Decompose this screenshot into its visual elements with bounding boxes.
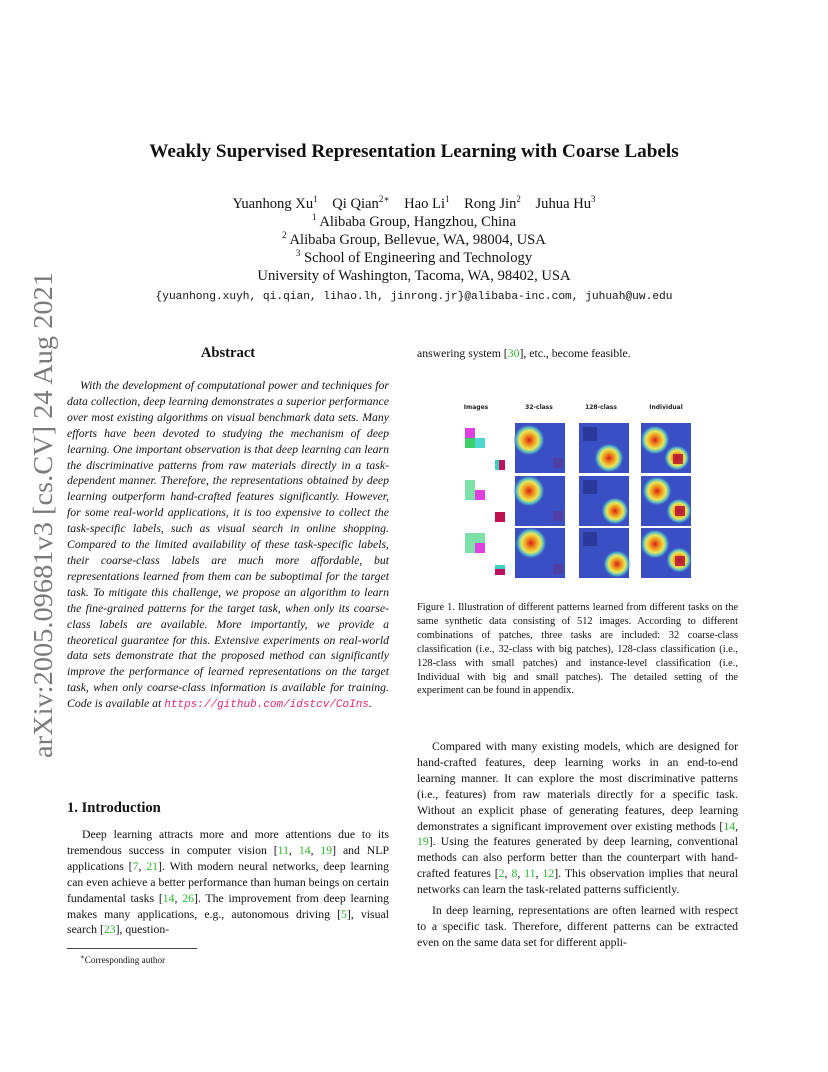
citation-link[interactable]: 11 bbox=[524, 867, 536, 881]
figure-header-128-class: 128-class bbox=[585, 404, 617, 411]
affiliation-2: $^2$ Alibaba Group, Bellevue, WA, 98004, USA bbox=[282, 230, 546, 248]
author-names bbox=[0, 195, 828, 213]
author-block bbox=[0, 195, 828, 306]
author: Qi Qian$^{2∗}$ bbox=[332, 194, 390, 212]
abstract-text: With the development of computational power and techniques for data collection, deep learning demonstrates a superior performance over most existing algorithms on visual benchmark data sets. Many efforts have been devoted to studying the mechanism of deep learning. One important observation is that deep learning can learn the discriminative patterns from raw materials directly in a task-dependent manner. Therefore, the representations obtained by deep learning outperform hand-crafted features significantly. However, for some real-world applications, it is too expensive to collect the task-specific labels, such as visual search in online shopping. Compared to the limited availability of these task-specific labels, their coarse-class labels are much more affordable, but representations learned from them can be suboptimal for the target task. To mitigate this challenge, we propose an algorithm to learn the fine-grained patterns for the target task, when only its coarse-class labels are available. More importantly, we provide a theoretical guarantee for this. Extensive experiments on real-world data sets demonstrate that the proposed method can significantly improve the performance of learned representations on the target task, when only coarse-class information is available for training. Code is available at https://github.com/idstcv/CoIns. bbox=[67, 379, 389, 712]
footnote: ∗Corresponding author bbox=[80, 953, 166, 965]
figure-1 bbox=[455, 398, 710, 583]
citation-link[interactable]: 19 bbox=[320, 843, 333, 857]
citation-link[interactable]: 14 bbox=[162, 891, 175, 905]
citation-link[interactable]: 8 bbox=[511, 867, 518, 881]
figure-header-individual: Individual bbox=[649, 404, 683, 411]
arxiv-stamp-text: arXiv:2005.09681v3 [cs.CV] 24 Aug 2021 bbox=[28, 296, 58, 758]
author: Hao Li$^1$ bbox=[404, 194, 450, 212]
author: Yuanhong Xu$^1$ bbox=[232, 194, 318, 212]
figure-row-3 bbox=[465, 527, 692, 578]
arxiv-stamp bbox=[8, 270, 68, 760]
citation-link[interactable]: 12 bbox=[542, 867, 555, 881]
citation-link[interactable]: 14 bbox=[723, 819, 736, 833]
citation-link[interactable]: 2 bbox=[498, 867, 505, 881]
paper-title: Weakly Supervised Representation Learning with Coarse Labels bbox=[149, 141, 679, 162]
citation-link[interactable]: 23 bbox=[103, 923, 116, 937]
citation-link[interactable]: 7 bbox=[132, 859, 139, 873]
citation-link[interactable]: 19 bbox=[417, 835, 429, 849]
figure-1-caption: Figure 1. Illustration of different patterns learned from different tasks on the same synthetic data consisting of 512 images. According to different combinations of patches, three tasks are included: 32 coarse-class classification (i.e., 32-class with big patches), 128-class classification (i.e., 128-class with small patches) and instance-level classification (i.e., Individual with big and small patches). The detailed setting of the experiment can be found in appendix. bbox=[417, 602, 738, 697]
citation-link[interactable]: 5 bbox=[341, 907, 347, 921]
abstract-heading: Abstract bbox=[200, 345, 256, 361]
section-heading-introduction: 1. Introduction bbox=[67, 800, 161, 816]
paragraph: Compared with many existing models, which are designed for hand-crafted features, deep learning works in an end-to-end learning manner. It can explore the most discriminative patterns (i.e., features) from raw materials directly for a specific task. Without an explicit phase of generating features, deep learning demonstrates a significant improvement over existing methods [14, 19]. Using the features generated by deep learning, conventional methods can also perform better than the counterpart with hand-crafted features [2, 8, 11, 12]. This observation implies that neural networks can learn the task-related patterns sufficiently. bbox=[417, 740, 739, 897]
introduction-paragraph: Deep learning attracts more and more attentions due to its tremendous success in computer vision [11, 14, 19] and NLP applications [7, 21]. With modern neural networks, deep learning can even achieve a better performance than human beings on certain fundamental tasks [14, 26]. The improvement from deep learning makes many applications, e.g., autonomous driving [5], visual search [23], question- bbox=[67, 828, 390, 937]
author: Rong Jin$^2$ bbox=[464, 194, 521, 212]
figure-1-graphic bbox=[455, 398, 710, 583]
figure-header-32-class: 32-class bbox=[525, 404, 553, 411]
paragraph: In deep learning, representations are often learned with respect to a specific task. Therefore, different patterns can be extracted even on the same data set for different appli- bbox=[417, 904, 738, 949]
footnote-rule bbox=[67, 948, 197, 949]
continued-paragraph: answering system [30], etc., become feasible. bbox=[417, 347, 631, 360]
affiliation-3-university: University of Washington, Tacoma, WA, 98402, USA bbox=[257, 268, 571, 284]
right-column-body bbox=[417, 739, 738, 951]
affiliation-3: $^3$ School of Engineering and Technology bbox=[295, 248, 533, 266]
citation-link[interactable]: 21 bbox=[146, 859, 159, 873]
figure-row-1 bbox=[465, 423, 691, 473]
author-emails: {yuanhong.xuyh, qi.qian, lihao.lh, jinrong.jr}@alibaba-inc.com, juhuah@uw.edu bbox=[155, 291, 673, 303]
citation-link[interactable]: 11 bbox=[277, 843, 289, 857]
author: Juhua Hu$^3$ bbox=[535, 194, 596, 212]
code-link[interactable]: https://github.com/idstcv/CoIns bbox=[164, 699, 369, 712]
figure-row-2 bbox=[465, 475, 692, 526]
figure-header-images: Images bbox=[463, 404, 489, 411]
citation-link[interactable]: 26 bbox=[182, 891, 194, 905]
citation-link[interactable]: 30 bbox=[507, 347, 520, 360]
citation-link[interactable]: 14 bbox=[298, 843, 311, 857]
affiliation-1: $^1$ Alibaba Group, Hangzhou, China bbox=[312, 212, 516, 230]
